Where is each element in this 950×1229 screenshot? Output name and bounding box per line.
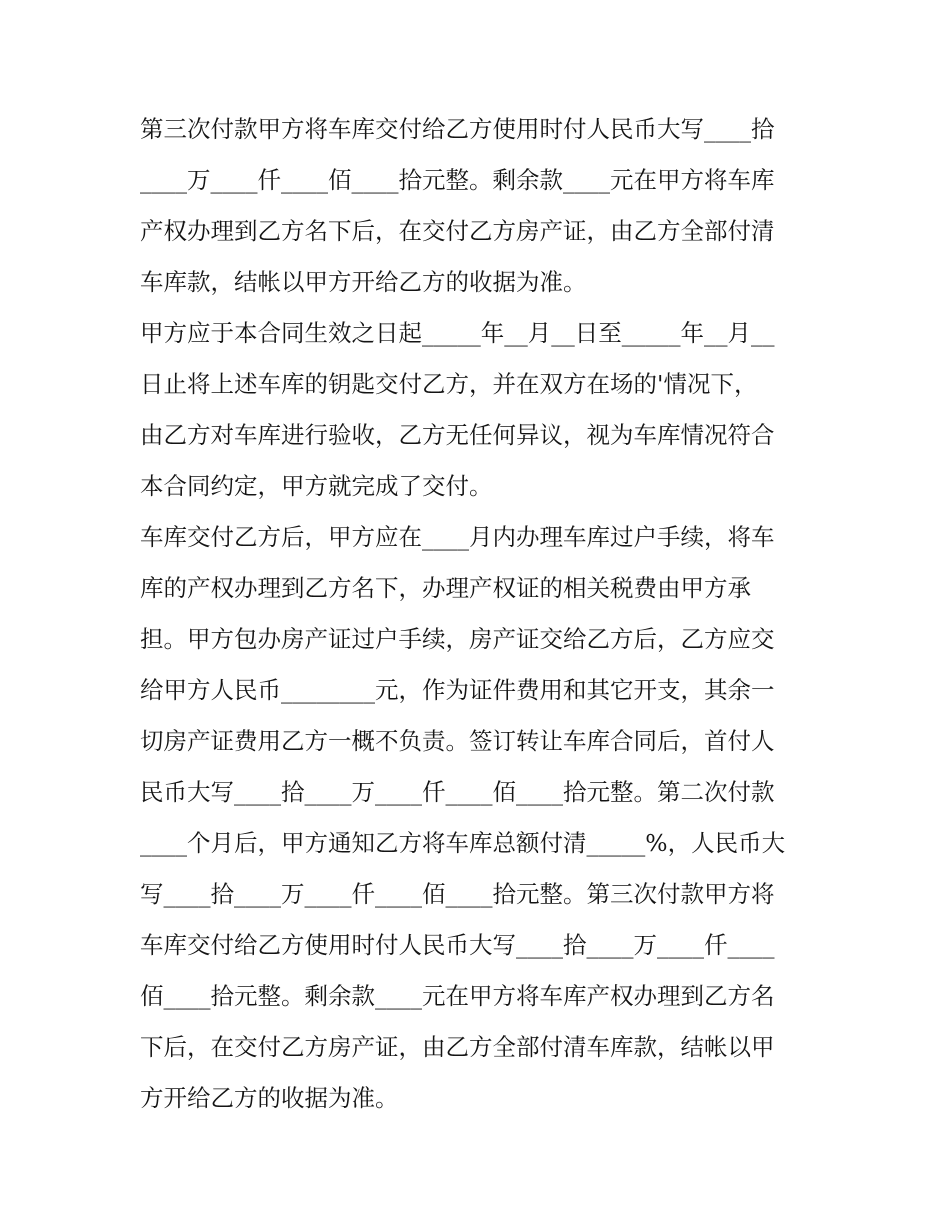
text-line: 给甲方人民币________元，作为证件费用和其它开支，其余一 [140, 676, 775, 704]
text-line: 车库款，结帐以甲方开给乙方的收据为准。 [140, 268, 587, 296]
text-line: ____个月后，甲方通知乙方将车库总额付清_____%，人民币大 [140, 829, 786, 857]
text-line: 方开给乙方的收据为准。 [140, 1084, 399, 1112]
text-line: 写____拾____万____仟____佰____拾元整。第三次付款甲方将 [140, 880, 775, 908]
text-line: 日止将上述车库的钥匙交付乙方，并在双方在场的'情况下， [140, 370, 758, 398]
text-line: 担。甲方包办房产证过户手续，房产证交给乙方后，乙方应交 [140, 625, 775, 653]
text-line: 本合同约定，甲方就完成了交付。 [140, 472, 493, 500]
paragraph-key-handover [140, 308, 820, 512]
text-line: 佰____拾元整。剩余款____元在甲方将车库产权办理到乙方名 [140, 982, 775, 1010]
text-line: 车库交付给乙方使用时付人民币大写____拾____万____仟____ [140, 931, 775, 959]
text-line: 切房产证费用乙方一概不负责。签订转让车库合同后，首付人 [140, 727, 775, 755]
paragraph-title-transfer [140, 512, 820, 1124]
text-line: 第三次付款甲方将车库交付给乙方使用时付人民币大写____拾 [140, 115, 775, 143]
text-line: 下后，在交付乙方房产证，由乙方全部付清车库款，结帐以甲 [140, 1033, 775, 1061]
text-line: 库的产权办理到乙方名下，办理产权证的相关税费由甲方承 [140, 574, 751, 602]
text-line: 民币大写____拾____万____仟____佰____拾元整。第二次付款 [140, 778, 775, 806]
paragraph-third-payment [140, 104, 820, 308]
text-line: 甲方应于本合同生效之日起_____年__月__日至_____年__月__ [140, 319, 775, 347]
text-line: ____万____仟____佰____拾元整。剩余款____元在甲方将车库 [140, 166, 775, 194]
text-line: 产权办理到乙方名下后，在交付乙方房产证，由乙方全部付清 [140, 217, 775, 245]
text-line: 车库交付乙方后，甲方应在____月内办理车库过户手续，将车 [140, 523, 775, 551]
text-line: 由乙方对车库进行验收，乙方无任何异议，视为车库情况符合 [140, 421, 775, 449]
